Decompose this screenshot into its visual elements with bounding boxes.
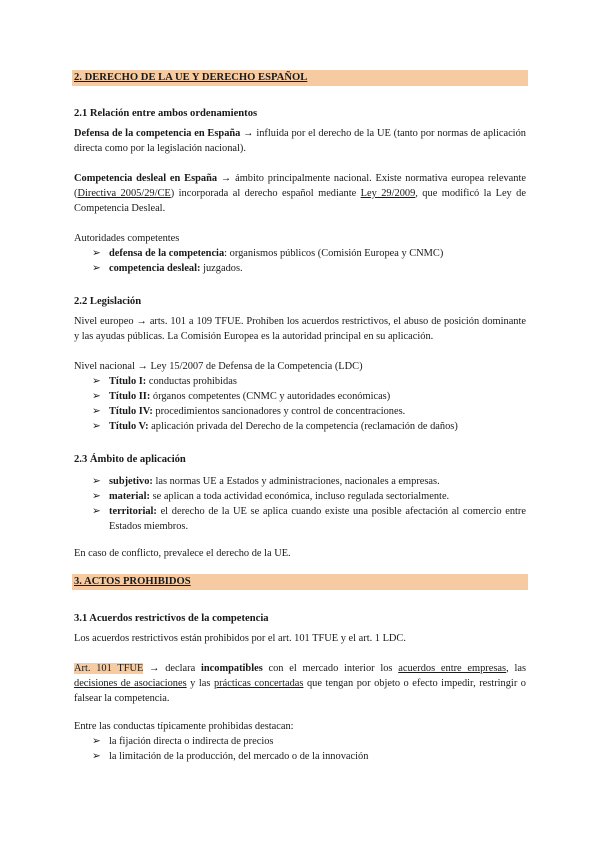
item-text: conductas prohibidas (146, 376, 237, 387)
list-item (92, 504, 526, 534)
bold-term: competencia desleal: (109, 263, 201, 274)
section-heading-3: 3. ACTOS PROHIBIDOS (72, 574, 528, 590)
subsection-title-3-1: 3.1 Acuerdos restrictivos de la competencia (74, 613, 269, 624)
underlined-term: prácticas concertadas (213, 678, 304, 689)
bullet-arrow-icon: ➢ (92, 751, 101, 762)
bold-term: Competencia desleal en España (74, 173, 218, 184)
bold-term: Título II: (109, 391, 151, 402)
paragraph-text: y las (186, 678, 214, 689)
bold-term: defensa de la competencia (109, 248, 225, 259)
highlighted-term: Art. 101 TFUE (74, 663, 144, 674)
paragraph-nivel-nacional: Nivel nacional → Ley 15/2007 de Defensa de la Competencia (LDC) (74, 361, 363, 372)
paragraph-text: influida por el derecho de la UE (tanto por normas de aplicación directa como por la legislación nacional). (74, 128, 526, 154)
item-text: se aplican a toda actividad económica, incluso regulada sectorialmente. (149, 491, 450, 502)
paragraph-text: ámbito principalmente nacional. Existe normativa europea relevante ( (74, 173, 526, 199)
bullet-arrow-icon: ➢ (92, 376, 101, 387)
bullet-arrow-icon: ➢ (92, 263, 101, 274)
list-item (92, 246, 526, 261)
paragraph-text: que tengan por objeto o efecto impedir, restringir o falsear la competencia. (74, 678, 526, 704)
subsection-title-2-1: 2.1 Relación entre ambos ordenamientos (74, 108, 258, 119)
subsection-title-2-3: 2.3 Ámbito de aplicación (74, 454, 186, 465)
bold-term: material: (109, 491, 150, 502)
item-text: procedimientos sancionadores y control de concentraciones. (152, 406, 406, 417)
subsection-title-2-2: 2.2 Legislación (74, 296, 142, 307)
item-text: : organismos públicos (Comisión Europea y CNMC) (224, 248, 444, 259)
list-item (92, 404, 526, 419)
arrow: → (220, 173, 232, 184)
bullet-arrow-icon: ➢ (92, 248, 101, 259)
paragraph-competencia-desleal (74, 171, 526, 216)
paragraph-conductas: Entre las conductas típicamente prohibidas destacan: (74, 721, 294, 732)
bullet-arrow-icon: ➢ (92, 391, 101, 402)
authorities-label: Autoridades competentes (74, 233, 180, 244)
paragraph-acuerdos: Los acuerdos restrictivos están prohibidos por el art. 101 TFUE y el art. 1 LDC. (74, 633, 406, 644)
item-text: juzgados. (200, 263, 243, 274)
conflict-note: En caso de conflicto, prevalece el derecho de la UE. (74, 548, 291, 559)
list-item (92, 734, 526, 749)
bullet-arrow-icon: ➢ (92, 506, 101, 517)
underlined-term: acuerdos entre empresas (398, 663, 507, 674)
bullet-arrow-icon: ➢ (92, 476, 101, 487)
bold-term: Título IV: (109, 406, 153, 417)
bold-term: subjetivo: (109, 476, 153, 487)
paragraph-text: ) incorporada al derecho español mediante (170, 188, 357, 199)
list-item (92, 749, 526, 764)
paragraph-text: , las (506, 663, 526, 674)
paragraph-art-101 (74, 661, 526, 706)
list-item (92, 419, 526, 434)
list-item (92, 261, 526, 276)
paragraph-text: con el mercado interior los (262, 663, 399, 674)
arrow: → (243, 128, 254, 139)
paragraph-defensa-competencia (74, 126, 526, 156)
bullet-arrow-icon: ➢ (92, 736, 101, 747)
list-item (92, 374, 526, 389)
bold-term: incompatibles (200, 663, 263, 674)
item-text: la fijación directa o indirecta de precios (109, 736, 274, 747)
section-heading-2: 2. DERECHO DE LA UE Y DERECHO ESPAÑOL (72, 70, 528, 86)
ley-link[interactable]: Ley 29/2009 (360, 188, 416, 199)
bold-term: territorial: (109, 506, 157, 517)
bullet-arrow-icon: ➢ (92, 421, 101, 432)
directiva-link[interactable]: Directiva 2005/29/CE (77, 188, 171, 199)
bold-term: Título I: (109, 376, 147, 387)
item-text: el derecho de la UE se aplica cuando existe una posible afectación al comercio entre Estados miembros. (109, 506, 526, 532)
paragraph-nivel-europeo: Nivel europeo → arts. 101 a 109 TFUE. Prohíben los acuerdos restrictivos, el abuso de posición dominante y las ayudas públicas. La Comisión Europea es la autoridad principal en su aplicación. (74, 316, 526, 342)
bullet-arrow-icon: ➢ (92, 406, 101, 417)
item-text: las normas UE a Estados y administraciones, nacionales a empresas. (152, 476, 440, 487)
list-item (92, 474, 526, 489)
paragraph-text: → declara (143, 663, 201, 674)
underlined-term: decisiones de asociaciones (74, 678, 187, 689)
item-text: la limitación de la producción, del mercado o de la innovación (109, 751, 369, 762)
bold-term: Defensa de la competencia en España (74, 128, 241, 139)
item-text: órganos competentes (CNMC y autoridades económicas) (150, 391, 391, 402)
bold-term: Título V: (109, 421, 149, 432)
list-item (92, 389, 526, 404)
paragraph-text: , que modificó la Ley de Competencia Desleal. (74, 188, 526, 214)
item-text: aplicación privada del Derecho de la competencia (reclamación de daños) (148, 421, 458, 432)
list-item (92, 489, 526, 504)
bullet-arrow-icon: ➢ (92, 491, 101, 502)
